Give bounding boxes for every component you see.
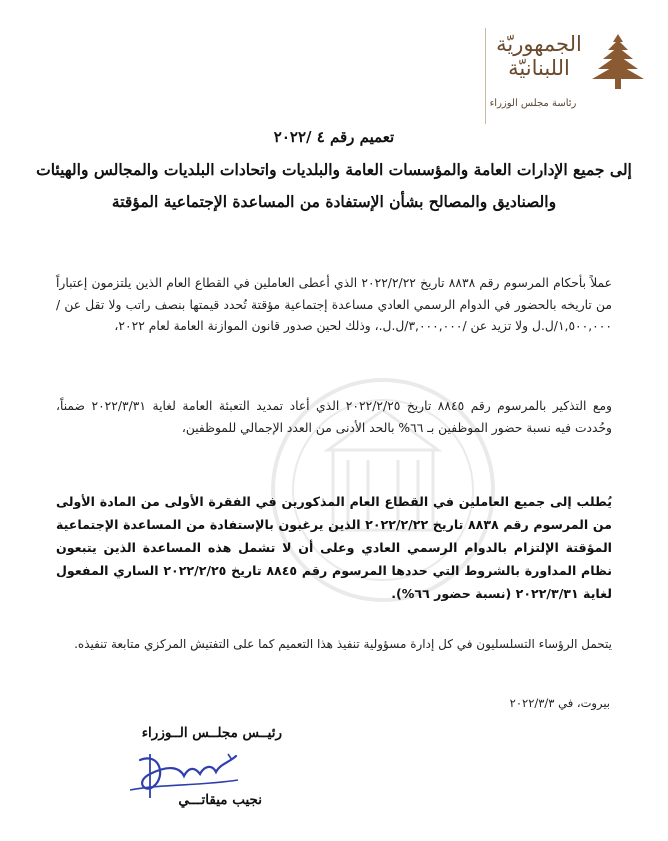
subject-line-2: والصناديق والمصالح بشأن الإستفادة من المساعدة الإجتماعية المؤقتة	[111, 192, 557, 211]
paragraph-1: عملاً بأحكام المرسوم رقم ٨٨٣٨ تاريخ ٢٠٢٢/٢/٢٢ الذي أعطى العاملين في القطاع العام الذين يلتزمون إعتباراً من تاريخه بالحضور في الدوام الرسمي العادي مساعدة إجتماعية مؤقتة تُحدد قيمتها بنصف راتب ولا تقل عن /١,٥٠٠,٠٠٠/ل.ل ولا تزيد عن /٣,٠٠٠,٠٠٠/ل.ل.، وذلك لحين صدور قانون الموازنة العامة لعام ٢٠٢٢،	[56, 276, 612, 333]
circular-number: تعميم رقم ٤ /٢٠٢٢	[273, 128, 395, 146]
emblem-text	[490, 32, 588, 80]
issue-date: بيروت، في ٢٠٢٢/٣/٣	[509, 696, 610, 710]
paragraph-3-directive: يُطلب إلى جميع العاملين في القطاع العام المذكورين في الفقرة الأولى من المادة الأولى من المرسوم رقم ٨٨٣٨ تاريخ ٢٠٢٢/٢/٢٢ الذين يرغبون بالإستفادة من المساعدة الإجتماعية المؤقتة الإلتزام بالدوام الرسمي العادي وعلى أن لا تشمل هذه المساعدة الذين يتبعون نظام المداورة بالشروط التي حددها المرسوم رقم ٨٨٤٥ تاريخ ٢٠٢٢/٢/٢٥ الساري المفعول لغاية ٢٠٢٢/٣/٣١ (نسبة حضور ٦٦%).	[56, 494, 613, 601]
signer-title: رئيــس مجلــس الــوزراء	[141, 725, 282, 741]
paragraph-4: يتحمل الرؤساء التسلسليون في كل إدارة مسؤولية تنفيذ هذا التعميم كما على التفتيش المركزي متابعة تنفيذه.	[74, 637, 612, 651]
paragraph-2: ومع التذكير بالمرسوم رقم ٨٨٤٥ تاريخ ٢٠٢٢/٢/٢٥ الذي أعاد تمديد التعبئة العامة لغاية ٢٠٢٢/٣/٣١ ضمناً، وحُددت فيه نسبة حضور الموظفين بـ ٦٦% بالحد الأدنى من العدد الإجمالي للموظفين،	[56, 399, 612, 435]
emblem-line-2: اللبنانيّة	[508, 56, 570, 80]
subject-line-1: إلى جميع الإدارات العامة والمؤسسات العامة والبلديات واتحادات البلديات والمجالس والهيئات	[36, 160, 632, 179]
letterhead-divider	[485, 28, 486, 124]
letterhead	[476, 14, 646, 114]
cedar-icon	[590, 32, 646, 90]
emblem-line-1: الجمهوريّة	[496, 32, 582, 56]
signer-name: نجيب ميقاتـــي	[178, 792, 262, 808]
office-name: رئاسة مجلس الوزراء	[489, 98, 577, 109]
